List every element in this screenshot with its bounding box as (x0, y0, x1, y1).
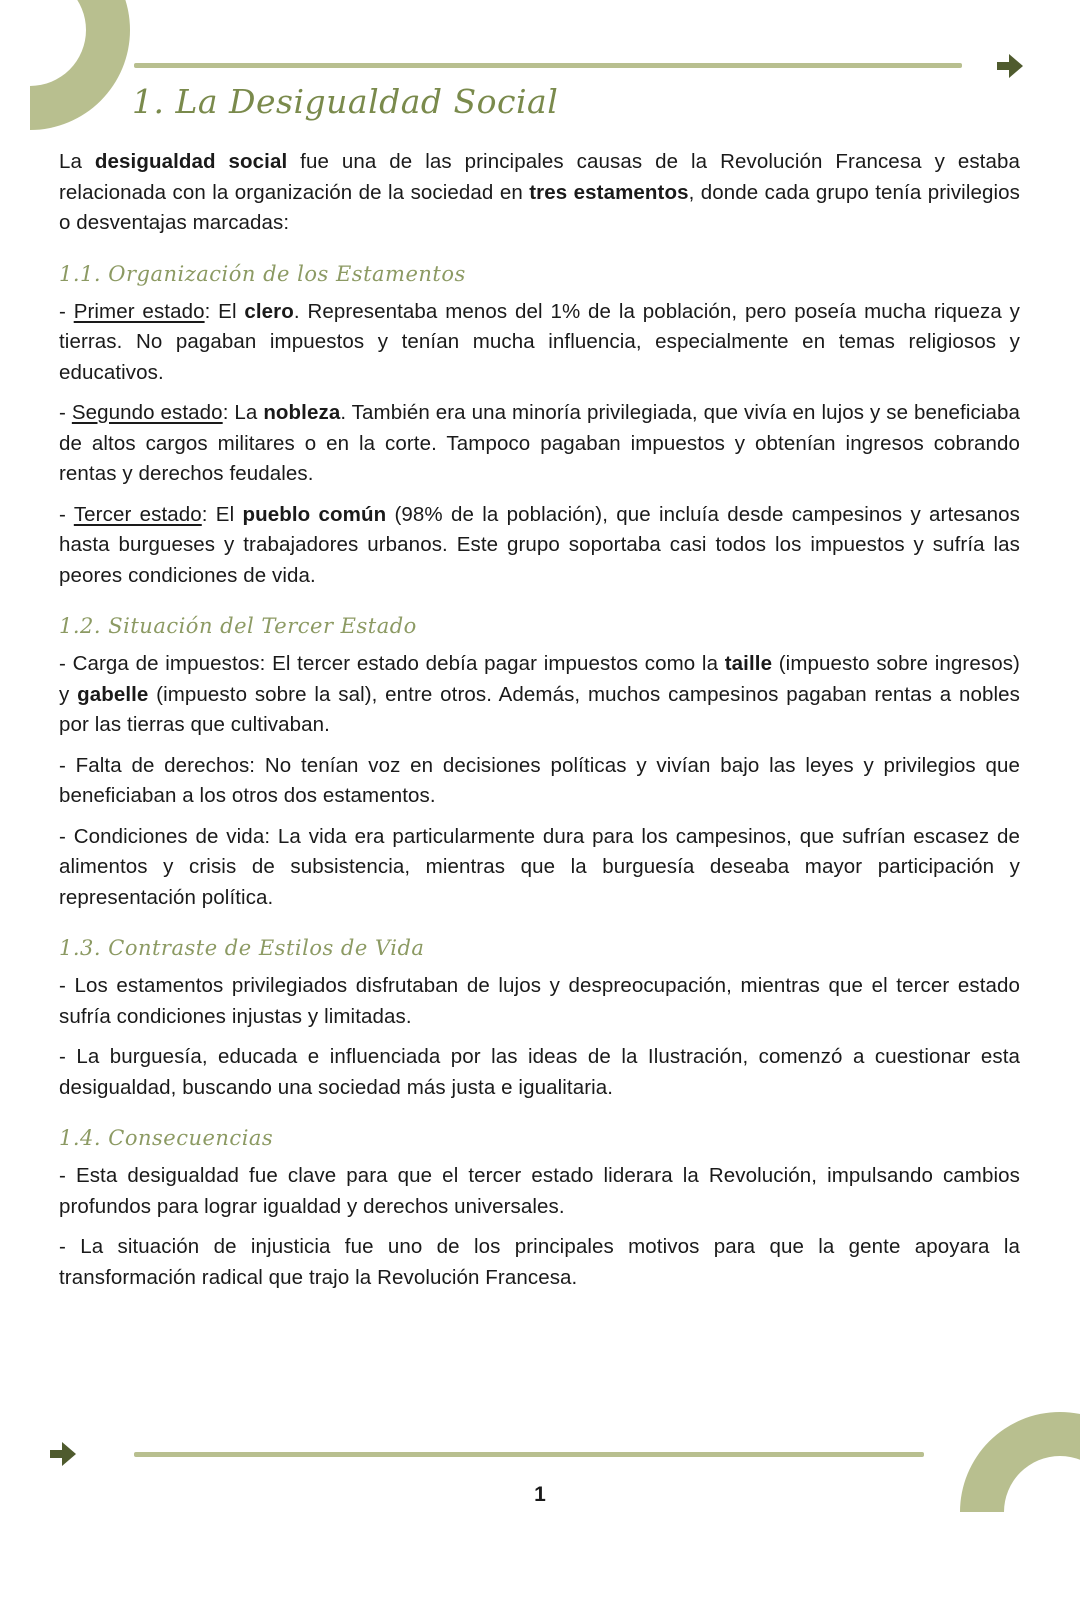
paragraph-segundo-estado: - Segundo estado: La nobleza. También era una minoría privilegiada, que vivía en lujos y se beneficiaba de altos cargos militares o en la corte. Tampoco pagaban impuestos y obtenían ingresos cobrando rentas y derechos feudales. (59, 401, 1020, 485)
section-heading-consecuencias: 1.4. Consecuencias (59, 1126, 274, 1150)
arrow-right-icon (993, 49, 1027, 83)
section-heading-estamentos: 1.1. Organización de los Estamentos (59, 261, 466, 286)
paragraph-condiciones-vida: - Condiciones de vida: La vida era particularmente dura para los campesinos, que sufrían escasez de alimentos y crisis de subsistencia, mientras que la burguesía deseaba mayor participación y representación política. (59, 824, 1020, 909)
paragraph-clave-revolucion: - Esta desigualdad fue clave para que el tercer estado liderara la Revolución, impulsando cambios profundos para lograr igualdad y derechos universales. (59, 1164, 1020, 1218)
paragraph-primer-estado: - Primer estado: El clero. Representaba menos del 1% de la población, pero poseía mucha riqueza y tierras. No pagaban impuestos y tenían mucha influencia, especialmente en temas religiosos y educativos. (59, 299, 1020, 384)
paragraph-falta-derechos: - Falta de derechos: No tenían voz en decisiones políticas y vivían bajo las leyes y privilegios que beneficiaban a los otros dos estamentos. (59, 753, 1020, 807)
arrow-right-icon (46, 1437, 80, 1471)
section-heading-situacion: 1.2. Situación del Tercer Estado (59, 614, 417, 638)
paragraph-privilegiados: - Los estamentos privilegiados disfrutaban de lujos y despreocupación, mientras que el tercer estado sufría condiciones injustas y limitadas. (59, 974, 1020, 1028)
page-title: 1. La Desigualdad Social (132, 82, 559, 121)
decorative-arc-top (0, 0, 130, 130)
header-divider (134, 63, 962, 68)
paragraph-carga-impuestos: - Carga de impuestos: El tercer estado debía pagar impuestos como la taille (impuesto sobre ingresos) y gabelle (impuesto sobre la sal), entre otros. Además, muchos campesinos pagaban rentas a nobles por las tierras que cultivaban. (59, 652, 1020, 736)
paragraph-tercer-estado: - Tercer estado: El pueblo común (98% de la población), que incluía desde campesinos y artesanos hasta burgueses y trabajadores urbanos. Este grupo soportaba casi todos los impuestos y sufría las peores condiciones de vida. (59, 502, 1020, 587)
intro-paragraph: La desigualdad social fue una de las principales causas de la Revolución Francesa y estaba relacionada con la organización de la sociedad en tres estamentos, donde cada grupo tenía privilegios o desventajas marcadas: (59, 150, 1020, 234)
decorative-arc-bottom (960, 1412, 1080, 1612)
footer-divider (134, 1452, 924, 1457)
paragraph-injusticia: - La situación de injusticia fue uno de los principales motivos para que la gente apoyara la transformación radical que trajo la Revolución Francesa. (59, 1235, 1020, 1289)
document-body (59, 147, 1020, 1303)
paragraph-burguesia: - La burguesía, educada e influenciada por las ideas de la Ilustración, comenzó a cuestionar esta desigualdad, buscando una sociedad más justa e igualitaria. (59, 1045, 1020, 1099)
section-heading-contraste: 1.3. Contraste de Estilos de Vida (59, 936, 425, 960)
page-number: 1 (534, 1483, 546, 1506)
